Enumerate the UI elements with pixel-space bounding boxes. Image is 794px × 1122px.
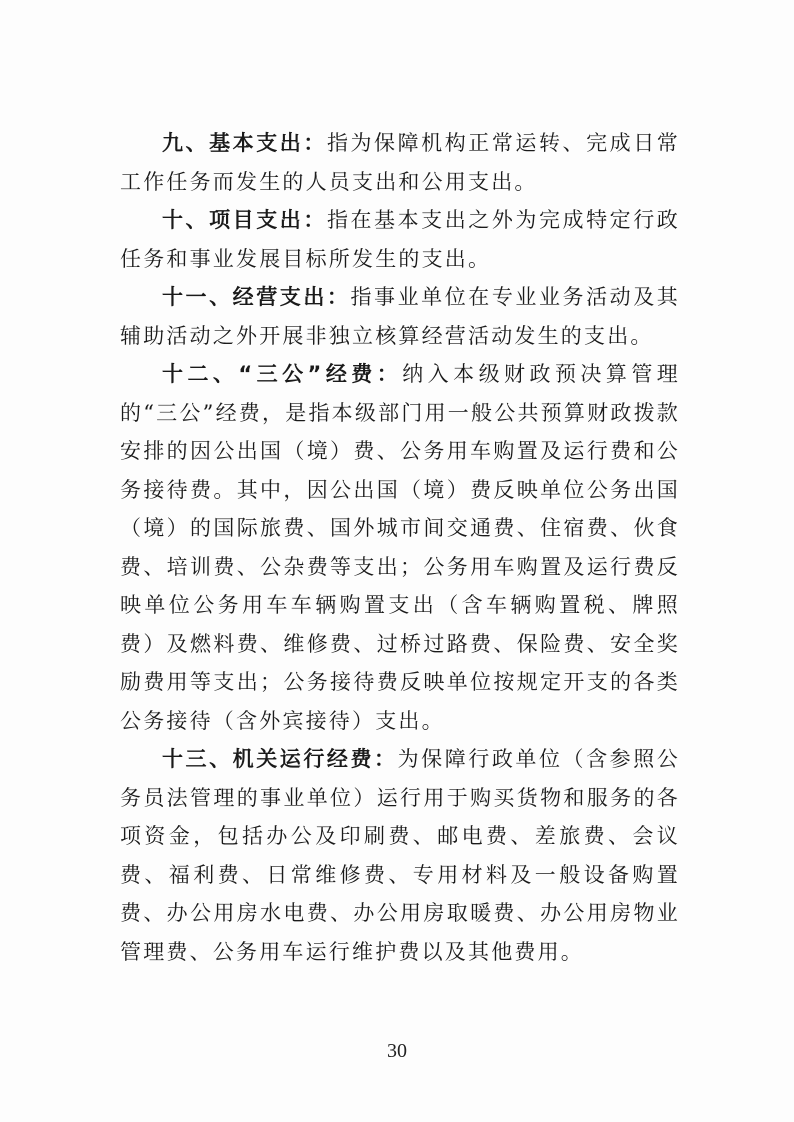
definition-project-expenditure: 指在基本支出之外为完成特定行政任务和事业发展目标所发生的支出。 (120, 208, 680, 271)
term-agency-operating-funds: 十三、机关运行经费： (162, 747, 398, 771)
term-operating-expenditure: 十一、经营支出： (162, 285, 351, 309)
paragraph-project-expenditure (120, 201, 680, 278)
term-project-expenditure: 十、项目支出： (162, 208, 327, 232)
term-basic-expenditure: 九、基本支出： (162, 131, 327, 155)
definition-operating-expenditure: 指事业单位在专业业务活动及其辅助活动之外开展非独立核算经营活动发生的支出。 (120, 285, 680, 348)
paragraph-basic-expenditure (120, 124, 680, 201)
body-text (120, 124, 680, 971)
page-number: 30 (387, 1040, 407, 1062)
paragraph-three-public-funds (120, 355, 680, 740)
term-three-public-funds: 十二、“三公”经费： (162, 362, 403, 386)
definition-agency-operating-funds: 为保障行政单位（含参照公务员法管理的事业单位）运行用于购买货物和服务的各项资金，包括办公及印刷费、邮电费、差旅费、会议费、福利费、日常维修费、专用材料及一般设备购置费、办公用房水电费、办公用房取暖费、办公用房物业管理费、公务用车运行维护费以及其他费用。 (120, 747, 681, 964)
paragraph-operating-expenditure (120, 278, 680, 355)
paragraph-agency-operating-funds (120, 740, 680, 971)
definition-basic-expenditure: 指为保障机构正常运转、完成日常工作任务而发生的人员支出和公用支出。 (120, 131, 680, 194)
definition-three-public-funds: 纳入本级财政预决算管理的“三公”经费，是指本级部门用一般公共预算财政拨款安排的因公出国（境）费、公务用车购置及运行费和公务接待费。其中，因公出国（境）费反映单位公务出国（境）的国际旅费、国外城市间交通费、住宿费、伙食费、培训费、公杂费等支出；公务用车购置及运行费反映单位公务用车车辆购置支出（含车辆购置税、牌照费）及燃料费、维修费、过桥过路费、保险费、安全奖励费用等支出；公务接待费反映单位按规定开支的各类公务接待（含外宾接待）支出。 (120, 362, 680, 733)
